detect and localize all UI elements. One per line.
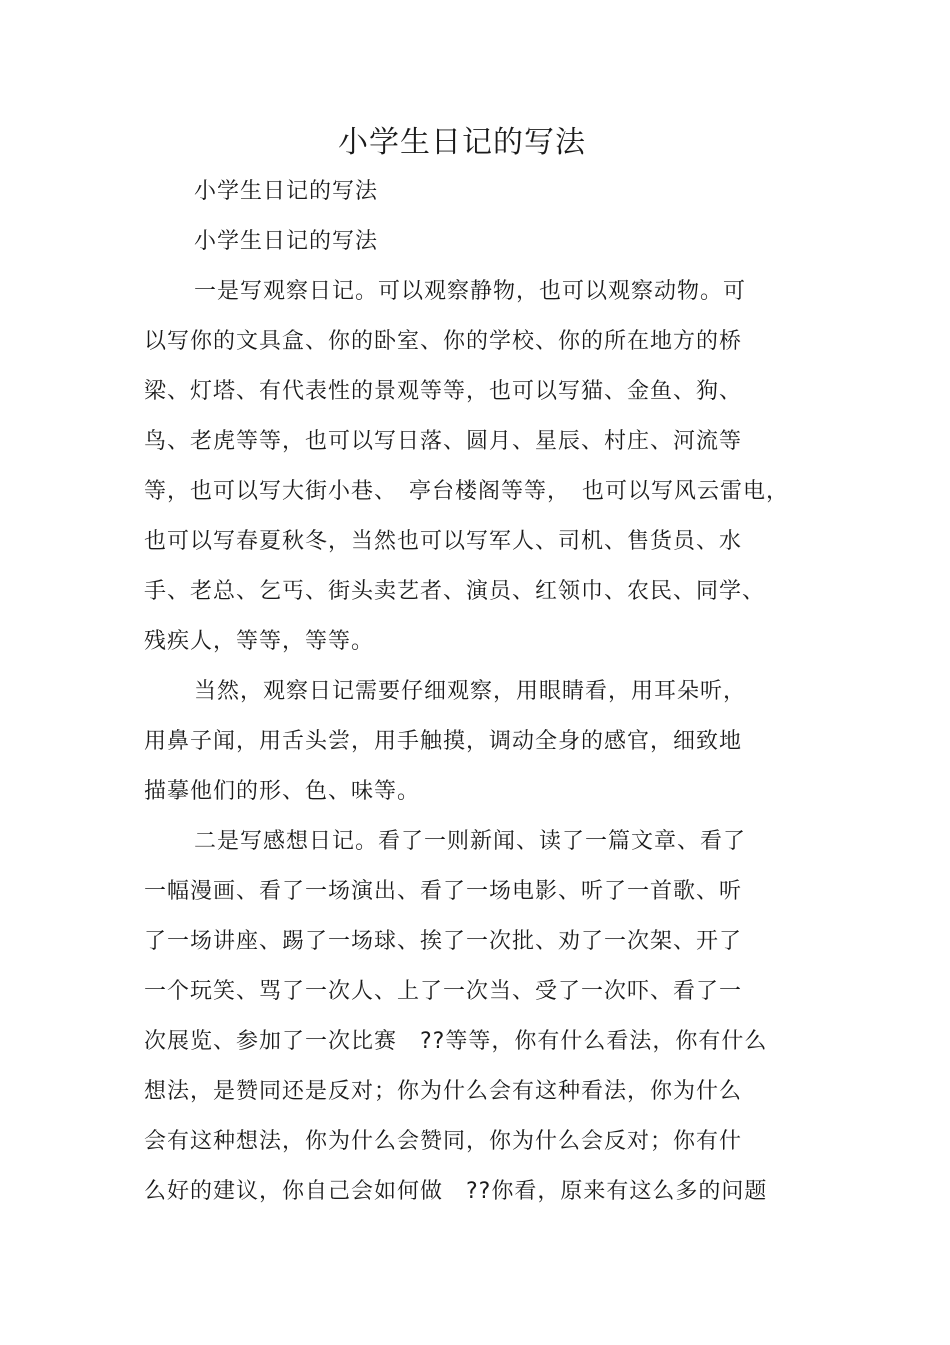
paragraph-line: 鸟、老虎等等，也可以写日落、圆月、星辰、村庄、河流等: [144, 429, 743, 454]
paragraph-line: 小学生日记的写法: [194, 179, 379, 204]
paragraph-line: 残疾人，等等，等等。: [144, 629, 375, 654]
paragraph-line: 想法，是赞同还是反对；你为什么会有这种看法，你为什么: [144, 1079, 743, 1104]
paragraph-line: 手、老总、乞丐、街头卖艺者、演员、红领巾、农民、同学、: [144, 579, 766, 604]
paragraph-line: 等，也可以写大街小巷、 亭台楼阁等等， 也可以写风云雷电，: [144, 479, 790, 504]
document-title: 小学生日记的写法: [338, 125, 586, 160]
paragraph-line: 描摹他们的形、色、味等。: [144, 779, 421, 804]
paragraph-line: 一幅漫画、看了一场演出、看了一场电影、听了一首歌、听: [144, 879, 743, 904]
paragraph-line: 一是写观察日记。可以观察静物，也可以观察动物。可: [194, 279, 747, 304]
paragraph-line: 一个玩笑、骂了一次人、上了一次当、受了一次吓、看了一: [144, 979, 743, 1004]
paragraph-line: 当然，观察日记需要仔细观察，用眼睛看，用耳朵听，: [194, 679, 747, 704]
paragraph-line: 用鼻子闻，用舌头尝，用手触摸，调动全身的感官，细致地: [144, 729, 743, 754]
paragraph-line: 小学生日记的写法: [194, 229, 379, 254]
paragraph-line: 以写你的文具盒、你的卧室、你的学校、你的所在地方的桥: [144, 329, 743, 354]
paragraph-line: 也可以写春夏秋冬，当然也可以写军人、司机、售货员、水: [144, 529, 743, 554]
paragraph-line: 二是写感想日记。看了一则新闻、读了一篇文章、看了: [194, 829, 747, 854]
paragraph-line: 么好的建议，你自己会如何做 ??你看，原来有这么多的问题: [144, 1179, 768, 1204]
paragraph-line: 了一场讲座、踢了一场球、挨了一次批、劝了一次架、开了: [144, 929, 743, 954]
paragraph-line: 会有这种想法，你为什么会赞同，你为什么会反对；你有什: [144, 1129, 743, 1154]
paragraph-line: 梁、灯塔、有代表性的景观等等，也可以写猫、金鱼、狗、: [144, 379, 743, 404]
paragraph-line: 次展览、参加了一次比赛 ??等等，你有什么看法，你有什么: [144, 1029, 768, 1054]
